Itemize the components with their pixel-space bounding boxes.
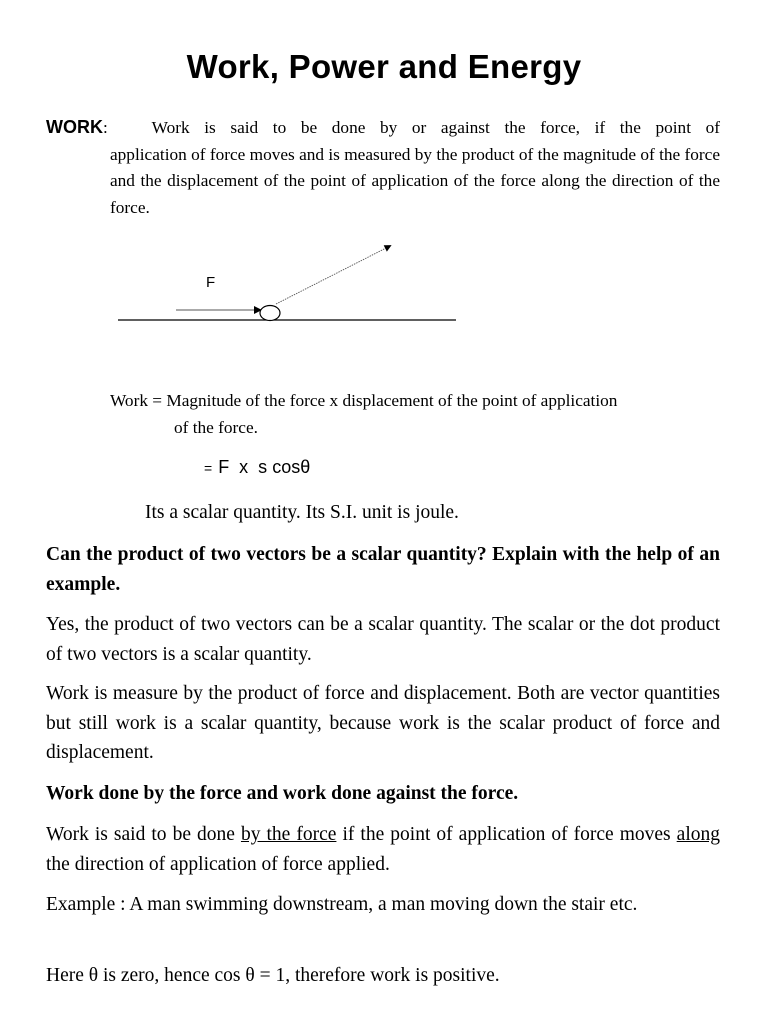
question-heading: Can the product of two vectors be a scalar quantity? Explain with the help of an example. — [46, 544, 720, 595]
by-force-paragraph — [46, 820, 720, 879]
work-definition — [46, 114, 720, 221]
by-force-text-2: if the point of application of force moves — [336, 824, 677, 845]
scalar-note: Its a scalar quantity. Its S.I. unit is joule. — [145, 502, 459, 523]
along-underline: along — [676, 824, 720, 845]
displacement-arrow — [276, 246, 390, 304]
force-diagram — [110, 236, 470, 336]
formula-line1: Work = Magnitude of the force x displacement of the point of application — [110, 391, 618, 410]
conclusion-paragraph: Here θ is zero, hence cos θ = 1, therefore work is positive. — [46, 965, 500, 986]
definition-line1: Work is said to be done by or against the force, if the point of — [151, 118, 721, 137]
section-heading: Work done by the force and work done against the force. — [46, 783, 519, 804]
formula-line2: of the force. — [174, 417, 258, 437]
work-equation — [204, 457, 310, 478]
object-ball — [260, 306, 280, 321]
answer-paragraph-2: Work is measure by the product of force and displacement. Both are vector quantities but still work is a scalar quantity, because work is the scalar product of force and displacement. — [46, 683, 720, 763]
definition-rest: application of force moves and is measured by the product of the magnitude of the force and the displacement of the point of application of the force along the direction of the force. — [110, 144, 720, 217]
work-formula-text — [110, 388, 722, 441]
force-label: F — [206, 274, 216, 291]
by-force-text-3: the direction of application of force applied. — [46, 853, 390, 875]
equation-equals: = — [204, 460, 213, 476]
by-force-underline: by the force — [240, 824, 337, 845]
equation-expression: F x s cosθ — [218, 457, 311, 477]
example-paragraph: Example : A man swimming downstream, a man moving down the stair etc. — [46, 894, 638, 915]
definition-first-line — [46, 114, 720, 142]
by-force-text-1: Work is said to be done — [46, 824, 241, 845]
page-title: Work, Power and Energy — [186, 48, 582, 85]
definition-colon: : — [103, 118, 108, 137]
force-diagram-svg — [110, 236, 470, 336]
definition-term: WORK — [46, 117, 103, 137]
answer-paragraph-1: Yes, the product of two vectors can be a scalar quantity. The scalar or the dot product of two vectors is a scalar quantity. — [46, 614, 720, 665]
